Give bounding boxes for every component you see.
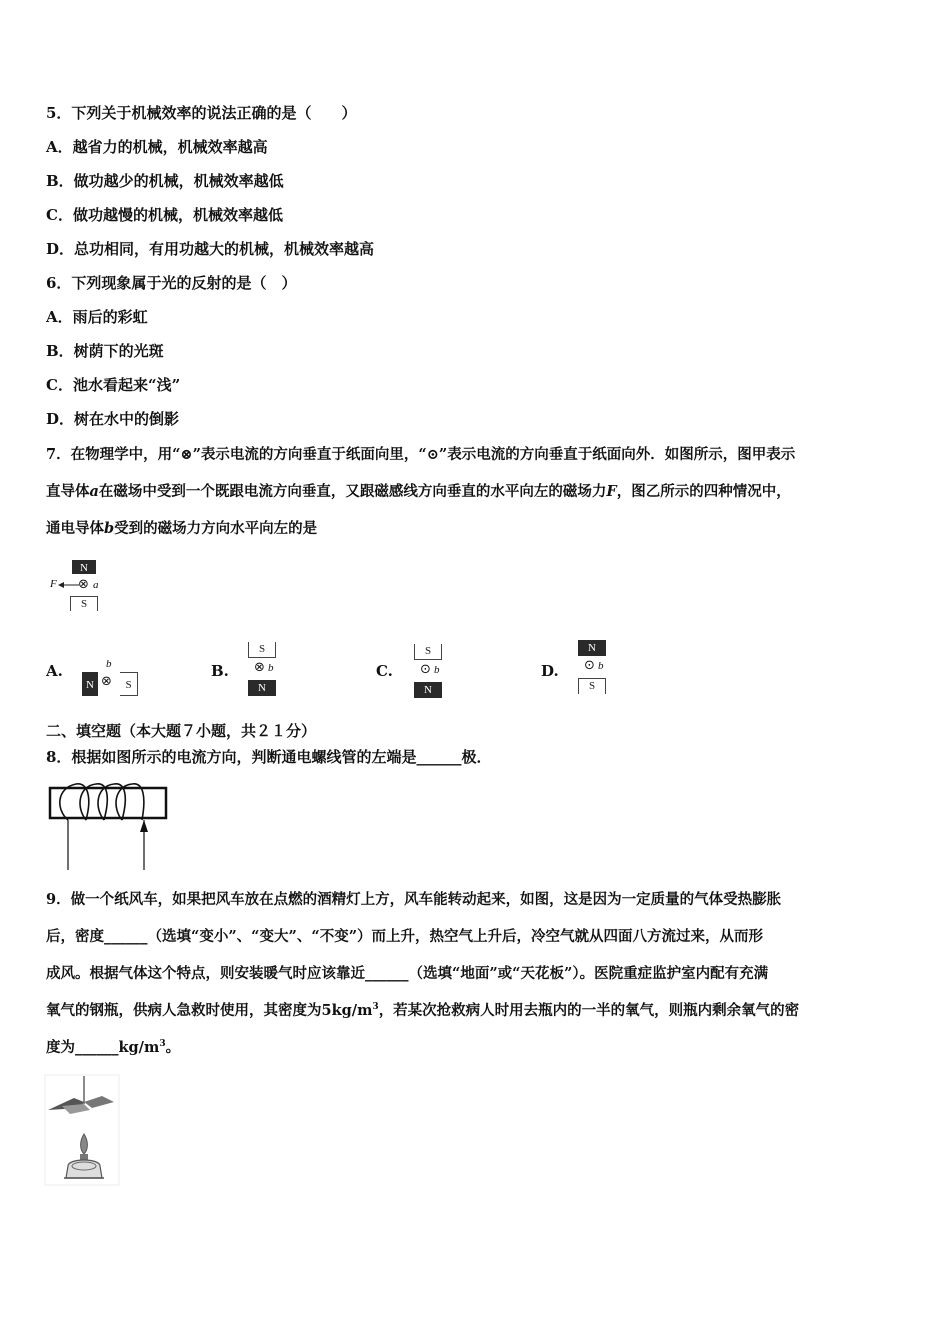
force-label: F xyxy=(50,578,57,590)
conductor-label: b xyxy=(268,662,274,674)
q9-line4-a: 氧气的钢瓶，供病人急救时使用，其密度为5kg/m xyxy=(46,1002,373,1019)
pinwheel-lamp-figure xyxy=(44,1074,120,1186)
magnet-north: N xyxy=(248,680,276,696)
q7-line2-a: 直导体 xyxy=(46,483,90,500)
conductor-label: b xyxy=(434,664,440,676)
q9-line4-b: ，若某次抢救病人时用去瓶内的一半的氧气，则瓶内剩余氧气的密 xyxy=(378,1002,800,1019)
q7-line2 xyxy=(46,480,791,501)
q9-line4 xyxy=(46,999,799,1020)
q5-option-d: D．总功相同，有用功越大的机械，机械效率越高 xyxy=(46,240,375,258)
conductor-out-of-page-icon: ⊙ xyxy=(420,662,431,677)
q5-option-c: C．做功越慢的机械，机械效率越低 xyxy=(46,206,283,224)
q6-option-c: C．池水看起来“浅” xyxy=(46,376,181,394)
magnet-south: S xyxy=(578,678,606,694)
magnet-south: S xyxy=(414,644,442,660)
q7-line2-b: 在磁场中受到一个既跟电流方向垂直，又跟磁感线方向垂直的水平向左的磁场力 xyxy=(98,483,607,500)
q5-option-b: B．做功越少的机械，机械效率越低 xyxy=(46,172,284,190)
q7-line3-a: 通电导体 xyxy=(46,520,104,537)
magnet-south: S xyxy=(248,642,276,658)
q9-line2: 后，密度______（选填“变小”、“变大”、“不变”）而上升，热空气上升后，冷空气就从四面八方流过来，从而形 xyxy=(46,928,764,945)
q9-line5 xyxy=(46,1036,180,1057)
q9-line5-b: 。 xyxy=(165,1039,181,1056)
q6-option-a: A．雨后的彩虹 xyxy=(46,308,148,326)
magnet-south: S xyxy=(120,672,138,696)
q7-line3-b: 受到的磁场力方向水平向左的是 xyxy=(114,520,318,537)
alcohol-lamp-icon xyxy=(64,1134,104,1178)
conductor-into-page-icon: ⊗ xyxy=(101,674,112,689)
conductor-label: a xyxy=(93,579,99,591)
force-arrow-icon xyxy=(58,578,80,592)
q7-option-d-label: D. xyxy=(541,662,559,680)
q7-main-figure xyxy=(46,556,116,616)
q9-line3: 成风。根据气体这个特点，则安装暖气时应该靠近______（选填“地面”或“天花板”）。医院重症监护室内配有充满 xyxy=(46,965,769,982)
q7-line2-c: ，图乙所示的四种情况中， xyxy=(616,483,791,500)
conductor-into-page-icon: ⊗ xyxy=(78,577,89,592)
q6-option-b: B．树荫下的光斑 xyxy=(46,342,164,360)
conductor-out-of-page-icon: ⊙ xyxy=(584,658,595,673)
magnet-north: N xyxy=(72,560,96,574)
superscript: 3 xyxy=(159,1039,166,1050)
section-title: 二、填空题（本大题７小题，共２１分） xyxy=(46,722,317,740)
q7-line3 xyxy=(46,517,317,538)
magnet-south: S xyxy=(70,596,98,611)
conductor-label: b xyxy=(598,660,604,672)
q7-option-a-label: A. xyxy=(46,662,63,680)
magnet-north: N xyxy=(82,672,98,696)
q9-line5-a: 度为______kg/m xyxy=(46,1039,160,1056)
solenoid-figure xyxy=(46,780,170,872)
q7-option-c-label: C. xyxy=(376,662,393,680)
q6-stem: 6．下列现象属于光的反射的是（ ） xyxy=(46,274,297,292)
q7-var-b: b xyxy=(104,520,115,537)
superscript: 3 xyxy=(372,1002,379,1013)
q5-stem: 5．下列关于机械效率的说法正确的是（ ） xyxy=(46,104,357,122)
q5-option-a: A．越省力的机械，机械效率越高 xyxy=(46,138,268,156)
q7-option-d-figure xyxy=(574,640,614,698)
q8-stem: 8．根据如图所示的电流方向，判断通电螺线管的左端是______极． xyxy=(46,748,492,766)
q7-var-f: F xyxy=(606,483,617,500)
q7-var-a: a xyxy=(89,483,99,500)
magnet-north: N xyxy=(414,682,442,698)
magnet-north: N xyxy=(578,640,606,656)
q6-option-d: D．树在水中的倒影 xyxy=(46,410,180,428)
q7-line1: 7．在物理学中，用“⊗”表示电流的方向垂直于纸面向里，“⊙”表示电流的方向垂直于纸面向外．如图所示，图甲表示 xyxy=(46,446,796,463)
current-arrow-icon xyxy=(140,820,148,832)
q7-option-a-figure xyxy=(80,656,150,700)
solenoid-coil-icon xyxy=(60,784,144,820)
solenoid-core xyxy=(50,788,166,818)
conductor-label: b xyxy=(106,658,112,670)
q7-option-b-figure xyxy=(244,642,284,700)
q7-option-b-label: B. xyxy=(211,662,229,680)
pinwheel-icon xyxy=(48,1076,114,1114)
conductor-into-page-icon: ⊗ xyxy=(254,660,265,675)
q7-option-c-figure xyxy=(410,644,450,702)
q9-line1: 9．做一个纸风车，如果把风车放在点燃的酒精灯上方，风车能转动起来，如图，这是因为一定质量的气体受热膨胀 xyxy=(46,891,782,908)
